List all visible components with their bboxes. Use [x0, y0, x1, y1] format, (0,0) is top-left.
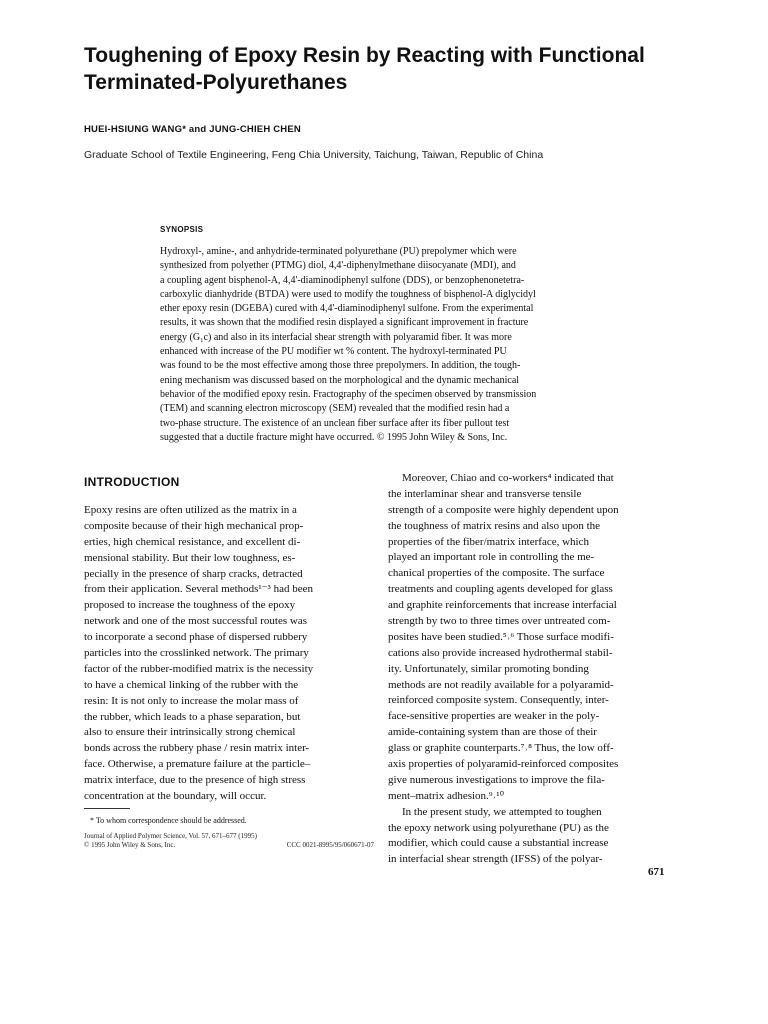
body-line: matrix interface, due to the presence of high stress	[84, 774, 306, 787]
left-column-text	[84, 503, 374, 805]
body-line: network and one of the most successful routes was	[84, 615, 308, 628]
body-line: axis properties of polyaramid-reinforced composites	[388, 758, 619, 771]
body-line: erties, high chemical resistance, and excellent di-	[84, 535, 301, 548]
body-line: cations also provide increased hydrothermal stabil-	[388, 646, 613, 659]
abstract-line: ether epoxy resin (DGEBA) cured with 4,4'-diaminodiphenyl sulfone. From the experimental	[160, 303, 534, 315]
author-list: HUEI-HSIUNG WANG* and JUNG-CHIEH CHEN	[84, 124, 301, 135]
body-line: to have a chemical linking of the rubber with the	[84, 678, 299, 691]
body-line: Epoxy resins are often utilized as the matrix in a	[84, 504, 297, 516]
abstract-line: suggested that a ductile fracture might have occurred. © 1995 John Wiley & Sons, Inc.	[160, 431, 508, 443]
title-line: Toughening of Epoxy Resin by Reacting with Functional	[84, 44, 645, 67]
body-line: treatments and coupling agents developed for glass	[388, 583, 613, 596]
synopsis-heading: SYNOPSIS	[160, 225, 204, 234]
copyright-row	[84, 841, 374, 850]
journal-info	[84, 832, 374, 850]
body-line: face-sensitive properties are weaker in the poly-	[388, 710, 600, 723]
footnote-divider	[84, 808, 130, 809]
abstract-line: two-phase structure. The existence of an unclean fiber surface after its fiber pullout test	[160, 417, 510, 429]
body-line: in interfacial shear strength (IFSS) of the polyar-	[388, 853, 603, 866]
abstract-line: was found to be the most effective among those three prepolymers. In addition, the tough-	[160, 360, 521, 372]
body-line: amide-containing system than are those of their	[388, 726, 597, 739]
body-line: and graphite reinforcements that increase interfacial	[388, 599, 617, 612]
abstract-text	[160, 245, 614, 445]
body-line: face. Otherwise, a premature failure at the particle–	[84, 758, 311, 771]
body-line: played an important role in controlling the me-	[388, 551, 595, 564]
body-line: properties of the fiber/matrix interface, which	[388, 535, 589, 548]
abstract-line: results, it was shown that the modified resin displayed a significant improvement in fracture	[160, 317, 529, 329]
body-line: composite because of their high mechanical prop-	[84, 519, 304, 532]
abstract-line: behavior of the modified epoxy resin. Fractography of the specimen observed by transmission	[160, 388, 537, 400]
body-line: proposed to increase the toughness of the epoxy	[84, 599, 296, 612]
abstract-line: energy (G₁c) and also in its interfacial shear strength with polyaramid fiber. It was more	[160, 331, 512, 343]
body-line: the epoxy network using polyurethane (PU) as the	[388, 821, 609, 834]
body-line: strength of a composite were highly dependent upon	[388, 503, 619, 516]
body-line: mensional stability. But their low toughness, es-	[84, 551, 296, 564]
body-line: from their application. Several methods¹⁻³ had been	[84, 583, 313, 596]
body-line: concentration at the boundary, will occur.	[84, 790, 267, 803]
body-line: In the present study, we attempted to toughen	[402, 805, 602, 818]
body-line: ment–matrix adhesion.⁹˒¹⁰	[388, 789, 505, 802]
journal-citation: Journal of Applied Polymer Science, Vol. 57, 671–677 (1995)	[84, 832, 257, 840]
title-line: Terminated-Polyurethanes	[84, 71, 348, 94]
body-line: reinforced composite system. Consequently, inter-	[388, 694, 609, 707]
body-line: give numerous investigations to improve the fila-	[388, 773, 605, 786]
article-title	[84, 42, 704, 96]
abstract-line: ening mechanism was discussed based on the morphological and the dynamic mechanical	[160, 374, 520, 386]
body-line: glass or graphite counterparts.⁷˒⁸ Thus, the low off-	[388, 742, 614, 755]
correspondence-footnote: * To whom correspondence should be addressed.	[90, 816, 247, 825]
body-line: to incorporate a second phase of dispersed rubbery	[84, 631, 308, 644]
body-line: chanical properties of the composite. The surface	[388, 567, 605, 580]
abstract-line: enhanced with increase of the PU modifier wt % content. The hydroxyl-terminated PU	[160, 346, 507, 358]
body-line: methods are not readily available for a polyaramid-	[388, 678, 614, 691]
body-line: posites have been studied.⁵˒⁶ Those surface modifi-	[388, 630, 614, 643]
body-line: resin: It is not only to increase the molar mass of	[84, 694, 299, 707]
body-line: also to ensure their intrinsically strong chemical	[84, 726, 296, 739]
abstract-line: synthesized from polyether (PTMG) diol, 4,4'-diphenylmethane diisocyanate (MDI), and	[160, 260, 516, 272]
abstract-line: Hydroxyl-, amine-, and anhydride-terminated polyurethane (PU) prepolymer which were	[160, 246, 517, 257]
body-line: bonds across the rubbery phase / resin matrix inter-	[84, 742, 310, 755]
body-line: strength by two to three times over untreated com-	[388, 615, 611, 628]
body-line: the rubber, which leads to a phase separation, but	[84, 710, 301, 723]
abstract-line: (TEM) and scanning electron microscopy (SEM) revealed that the modified resin had a	[160, 403, 510, 415]
abstract-line: carboxylic dianhydride (BTDA) were used to modify the toughness of bisphenol-A diglycidyl	[160, 288, 536, 300]
page-number: 671	[648, 866, 665, 878]
right-column-text	[388, 471, 678, 868]
body-line: Moreover, Chiao and co-workers⁴ indicated that	[402, 472, 614, 484]
body-line: particles into the crosslinked network. The primary	[84, 647, 309, 660]
body-line: factor of the rubber-modified matrix is the necessity	[84, 662, 314, 675]
copyright-notice: © 1995 John Wiley & Sons, Inc.	[84, 841, 176, 849]
ccc-code: CCC 0021-8995/95/060671-07	[286, 841, 374, 849]
introduction-heading: INTRODUCTION	[84, 475, 180, 489]
abstract-line: a coupling agent bisphenol-A, 4,4'-diaminodiphenyl sulfone (DDS), or benzophenonetetra-	[160, 274, 525, 286]
body-line: the interlaminar shear and transverse tensile	[388, 487, 582, 500]
body-line: ity. Unfortunately, similar promoting bonding	[388, 662, 589, 675]
body-line: pecially in the presence of sharp cracks, detracted	[84, 567, 303, 580]
author-affiliation: Graduate School of Textile Engineering, Feng Chia University, Taichung, Taiwan, Republic of China	[84, 149, 544, 161]
body-line: modifier, which could cause a substantial increase	[388, 837, 609, 850]
body-line: the toughness of matrix resins and also upon the	[388, 519, 601, 532]
